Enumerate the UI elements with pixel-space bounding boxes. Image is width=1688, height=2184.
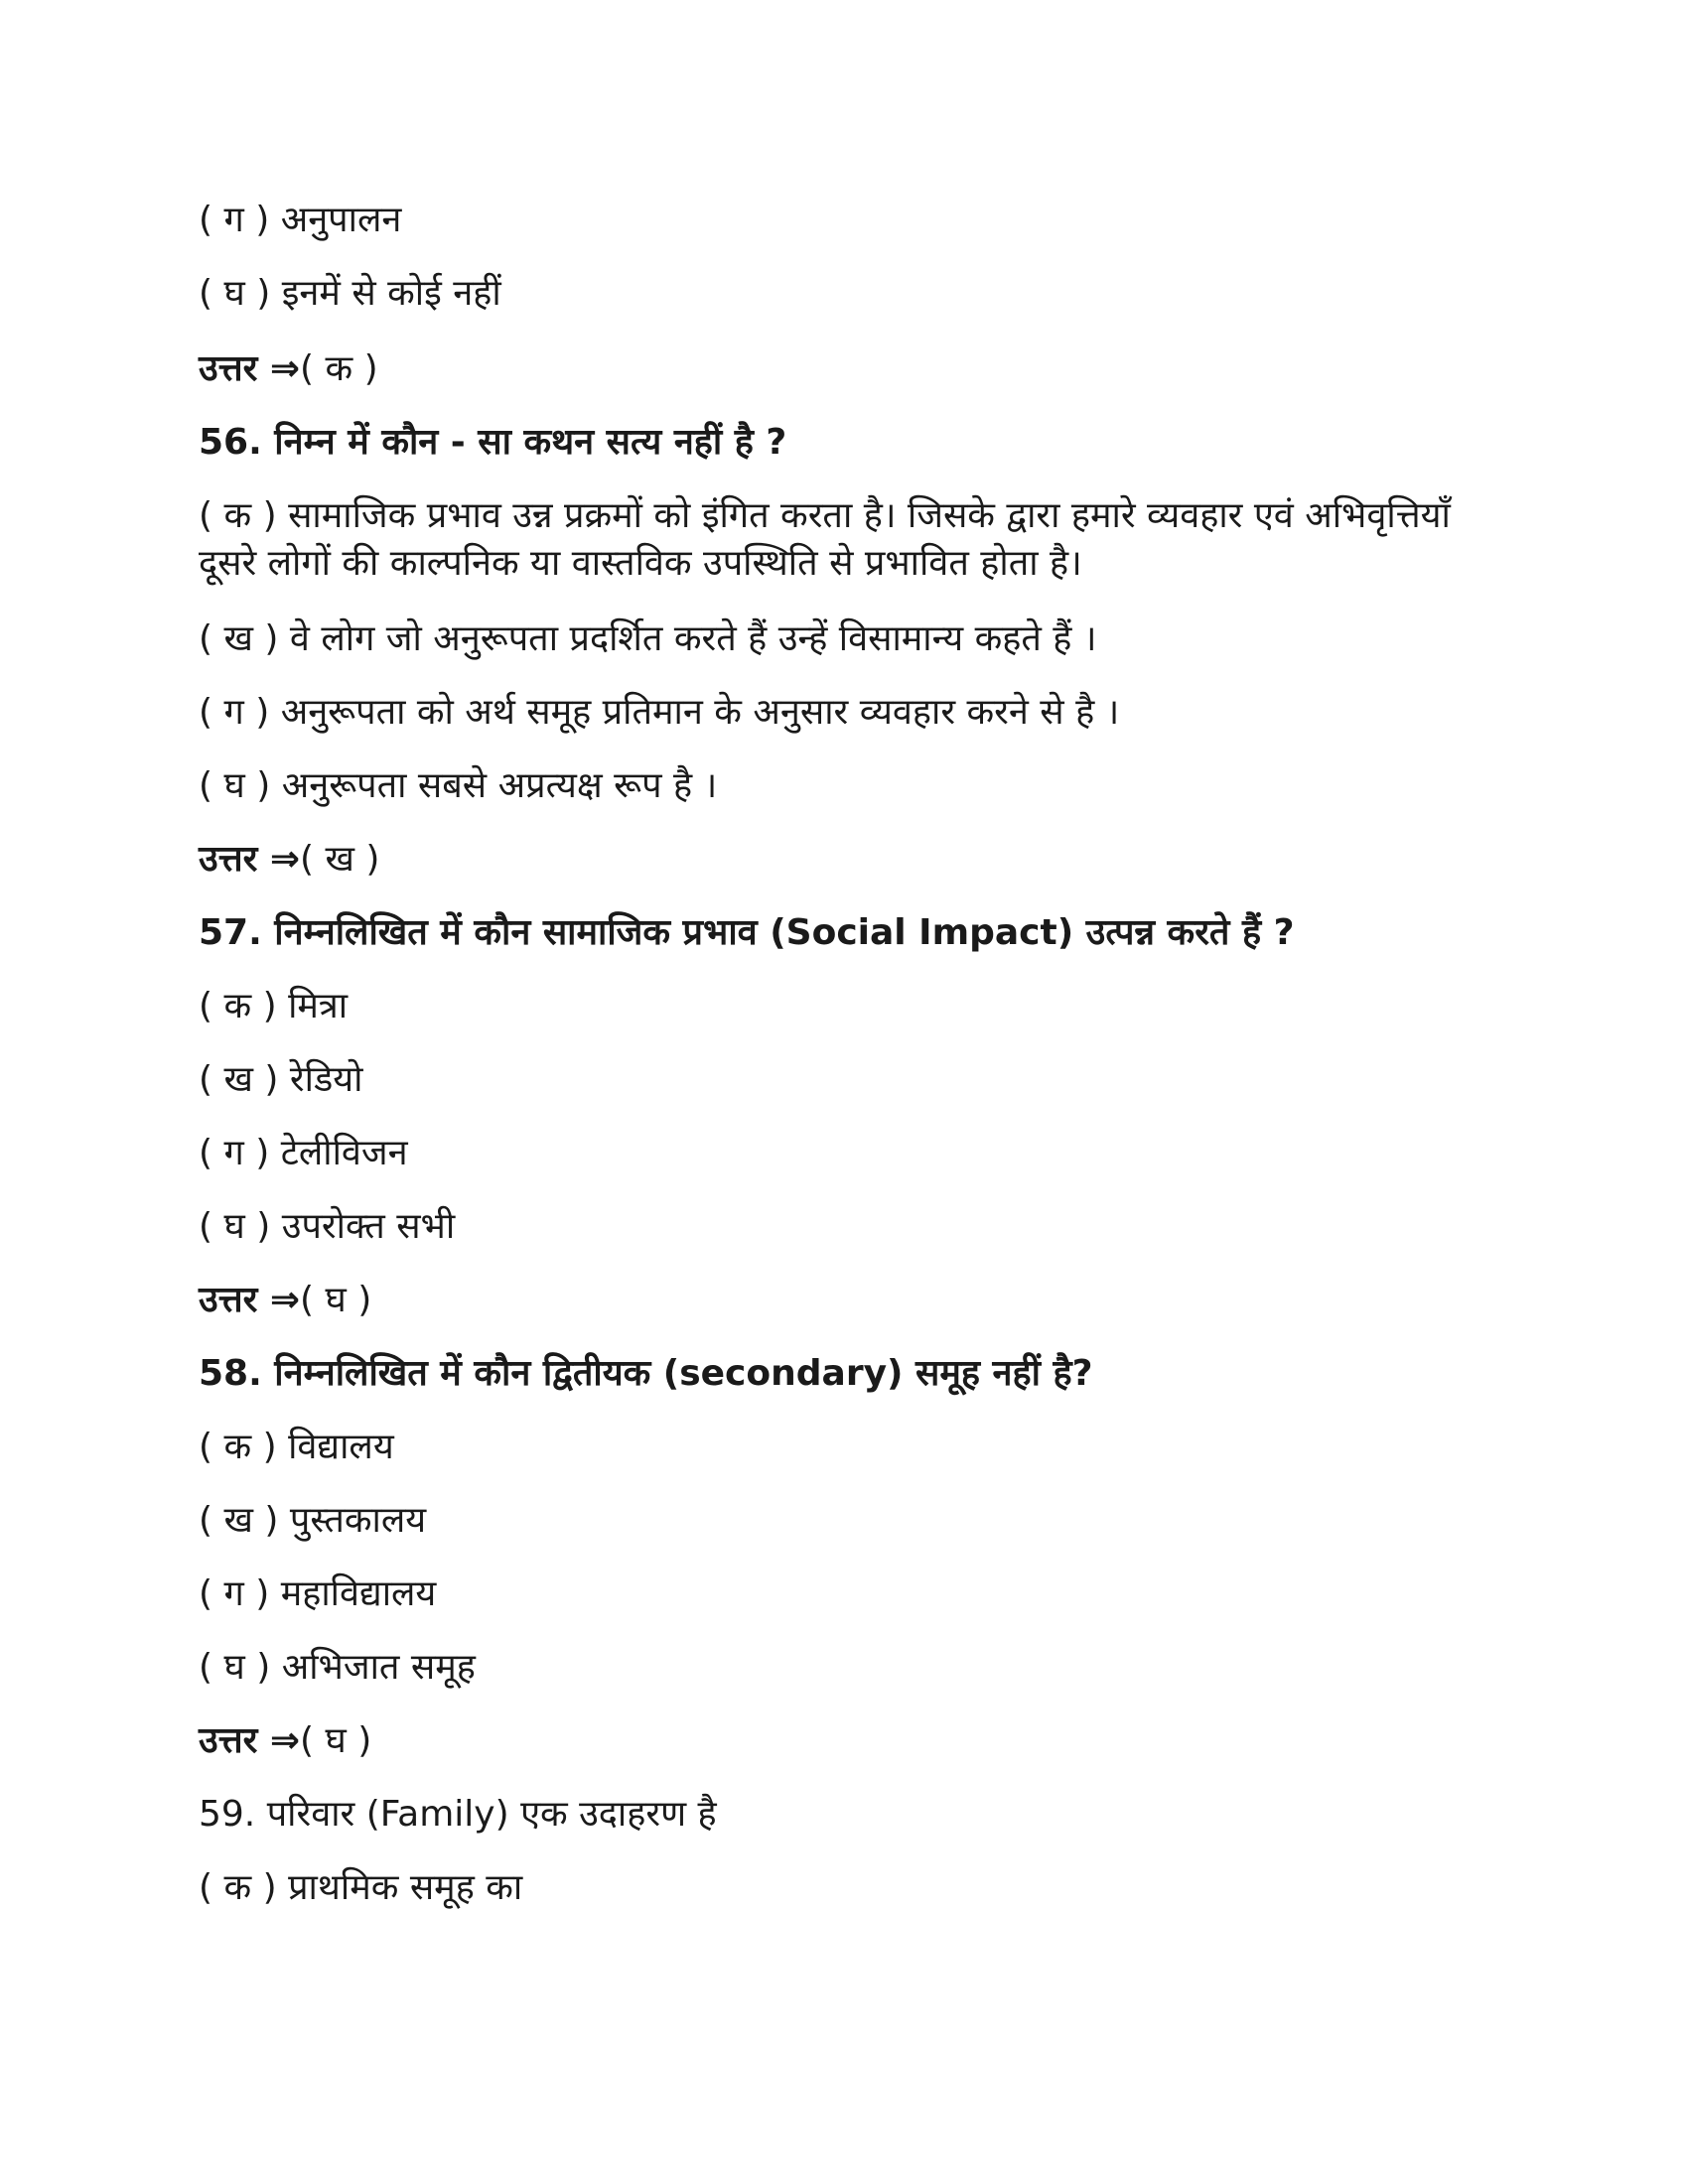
option-label: ( ग ) bbox=[199, 200, 270, 240]
option-text: अनुपालन bbox=[280, 200, 402, 240]
option-label: ( घ ) bbox=[199, 1647, 271, 1688]
option-gha bbox=[199, 270, 501, 318]
option-kha bbox=[199, 1497, 426, 1545]
option-label: ( घ ) bbox=[199, 1206, 271, 1247]
option-label: ( ख ) bbox=[199, 1059, 279, 1100]
option-label: ( ख ) bbox=[199, 618, 279, 659]
question-58: 58. निम्नलिखित में कौन द्वितीयक (secondary) समूह नहीं है? bbox=[199, 1353, 1093, 1394]
answer-label: उत्तर ⇒ bbox=[199, 1280, 301, 1320]
answer-value: ( ख ) bbox=[300, 839, 380, 880]
option-label: ( ख ) bbox=[199, 1500, 279, 1541]
option-ga bbox=[199, 1130, 408, 1177]
option-ka bbox=[199, 492, 1489, 588]
option-kha bbox=[199, 1056, 362, 1104]
answer-value: ( क ) bbox=[300, 348, 378, 389]
option-label: ( ग ) bbox=[199, 1573, 270, 1614]
answer-value: ( घ ) bbox=[300, 1720, 372, 1761]
option-text: सामाजिक प्रभाव उन्न प्रक्रमों को इंगित करता है। जिसके द्वारा हमारे व्यवहार एवं अभिवृत्तियाँ दूसरे लोगों की काल्पनिक या वास्तविक उपस्थिति से प्रभावित होता है। bbox=[199, 495, 1451, 584]
answer-line bbox=[199, 836, 379, 884]
option-label: ( ग ) bbox=[199, 1133, 270, 1173]
option-text: महाविद्यालय bbox=[280, 1573, 437, 1614]
option-text: प्राथमिक समूह का bbox=[288, 1867, 523, 1908]
option-ka bbox=[199, 1424, 394, 1471]
answer-line bbox=[199, 345, 378, 393]
answer-label: उत्तर ⇒ bbox=[199, 1720, 301, 1761]
option-text: इनमें से कोई नहीं bbox=[281, 273, 501, 314]
option-label: ( घ ) bbox=[199, 273, 271, 314]
option-label: ( क ) bbox=[199, 1427, 277, 1467]
option-ga bbox=[199, 689, 1119, 737]
option-text: वे लोग जो अनुरूपता प्रदर्शित करते हैं उन्हें विसामान्य कहते हैं । bbox=[289, 618, 1097, 659]
option-text: विद्यालय bbox=[288, 1427, 394, 1467]
option-ka bbox=[199, 983, 348, 1030]
option-text: अनुरूपता को अर्थ समूह प्रतिमान के अनुसार व्यवहार करने से है । bbox=[280, 692, 1120, 733]
option-gha bbox=[199, 1203, 455, 1251]
question-59: 59. परिवार (Family) एक उदाहरण है bbox=[199, 1794, 717, 1835]
answer-label: उत्तर ⇒ bbox=[199, 348, 301, 389]
option-label: ( घ ) bbox=[199, 765, 271, 806]
option-text: मित्रा bbox=[288, 986, 349, 1026]
option-text: पुस्तकालय bbox=[289, 1500, 427, 1541]
option-label: ( क ) bbox=[199, 495, 277, 536]
option-text: उपरोक्त सभी bbox=[281, 1206, 456, 1247]
option-text: अनुरूपता सबसे अप्रत्यक्ष रूप है । bbox=[281, 765, 718, 806]
option-text: टेलीविजन bbox=[280, 1133, 408, 1173]
option-label: ( क ) bbox=[199, 1867, 277, 1908]
option-kha bbox=[199, 615, 1097, 663]
answer-line bbox=[199, 1277, 371, 1324]
option-ga bbox=[199, 197, 401, 244]
option-ga bbox=[199, 1570, 436, 1618]
option-label: ( क ) bbox=[199, 986, 277, 1026]
answer-value: ( घ ) bbox=[300, 1280, 372, 1320]
option-label: ( ग ) bbox=[199, 692, 270, 733]
option-text: रेडियो bbox=[289, 1059, 363, 1100]
question-56: 56. निम्न में कौन - सा कथन सत्य नहीं है ? bbox=[199, 422, 787, 463]
option-gha bbox=[199, 1644, 476, 1692]
question-57: 57. निम्नलिखित में कौन सामाजिक प्रभाव (Social Impact) उत्पन्न करते हैं ? bbox=[199, 912, 1295, 953]
answer-label: उत्तर ⇒ bbox=[199, 839, 301, 880]
option-gha bbox=[199, 762, 717, 810]
option-text: अभिजात समूह bbox=[281, 1647, 476, 1688]
option-ka bbox=[199, 1864, 522, 1912]
answer-line bbox=[199, 1717, 371, 1765]
